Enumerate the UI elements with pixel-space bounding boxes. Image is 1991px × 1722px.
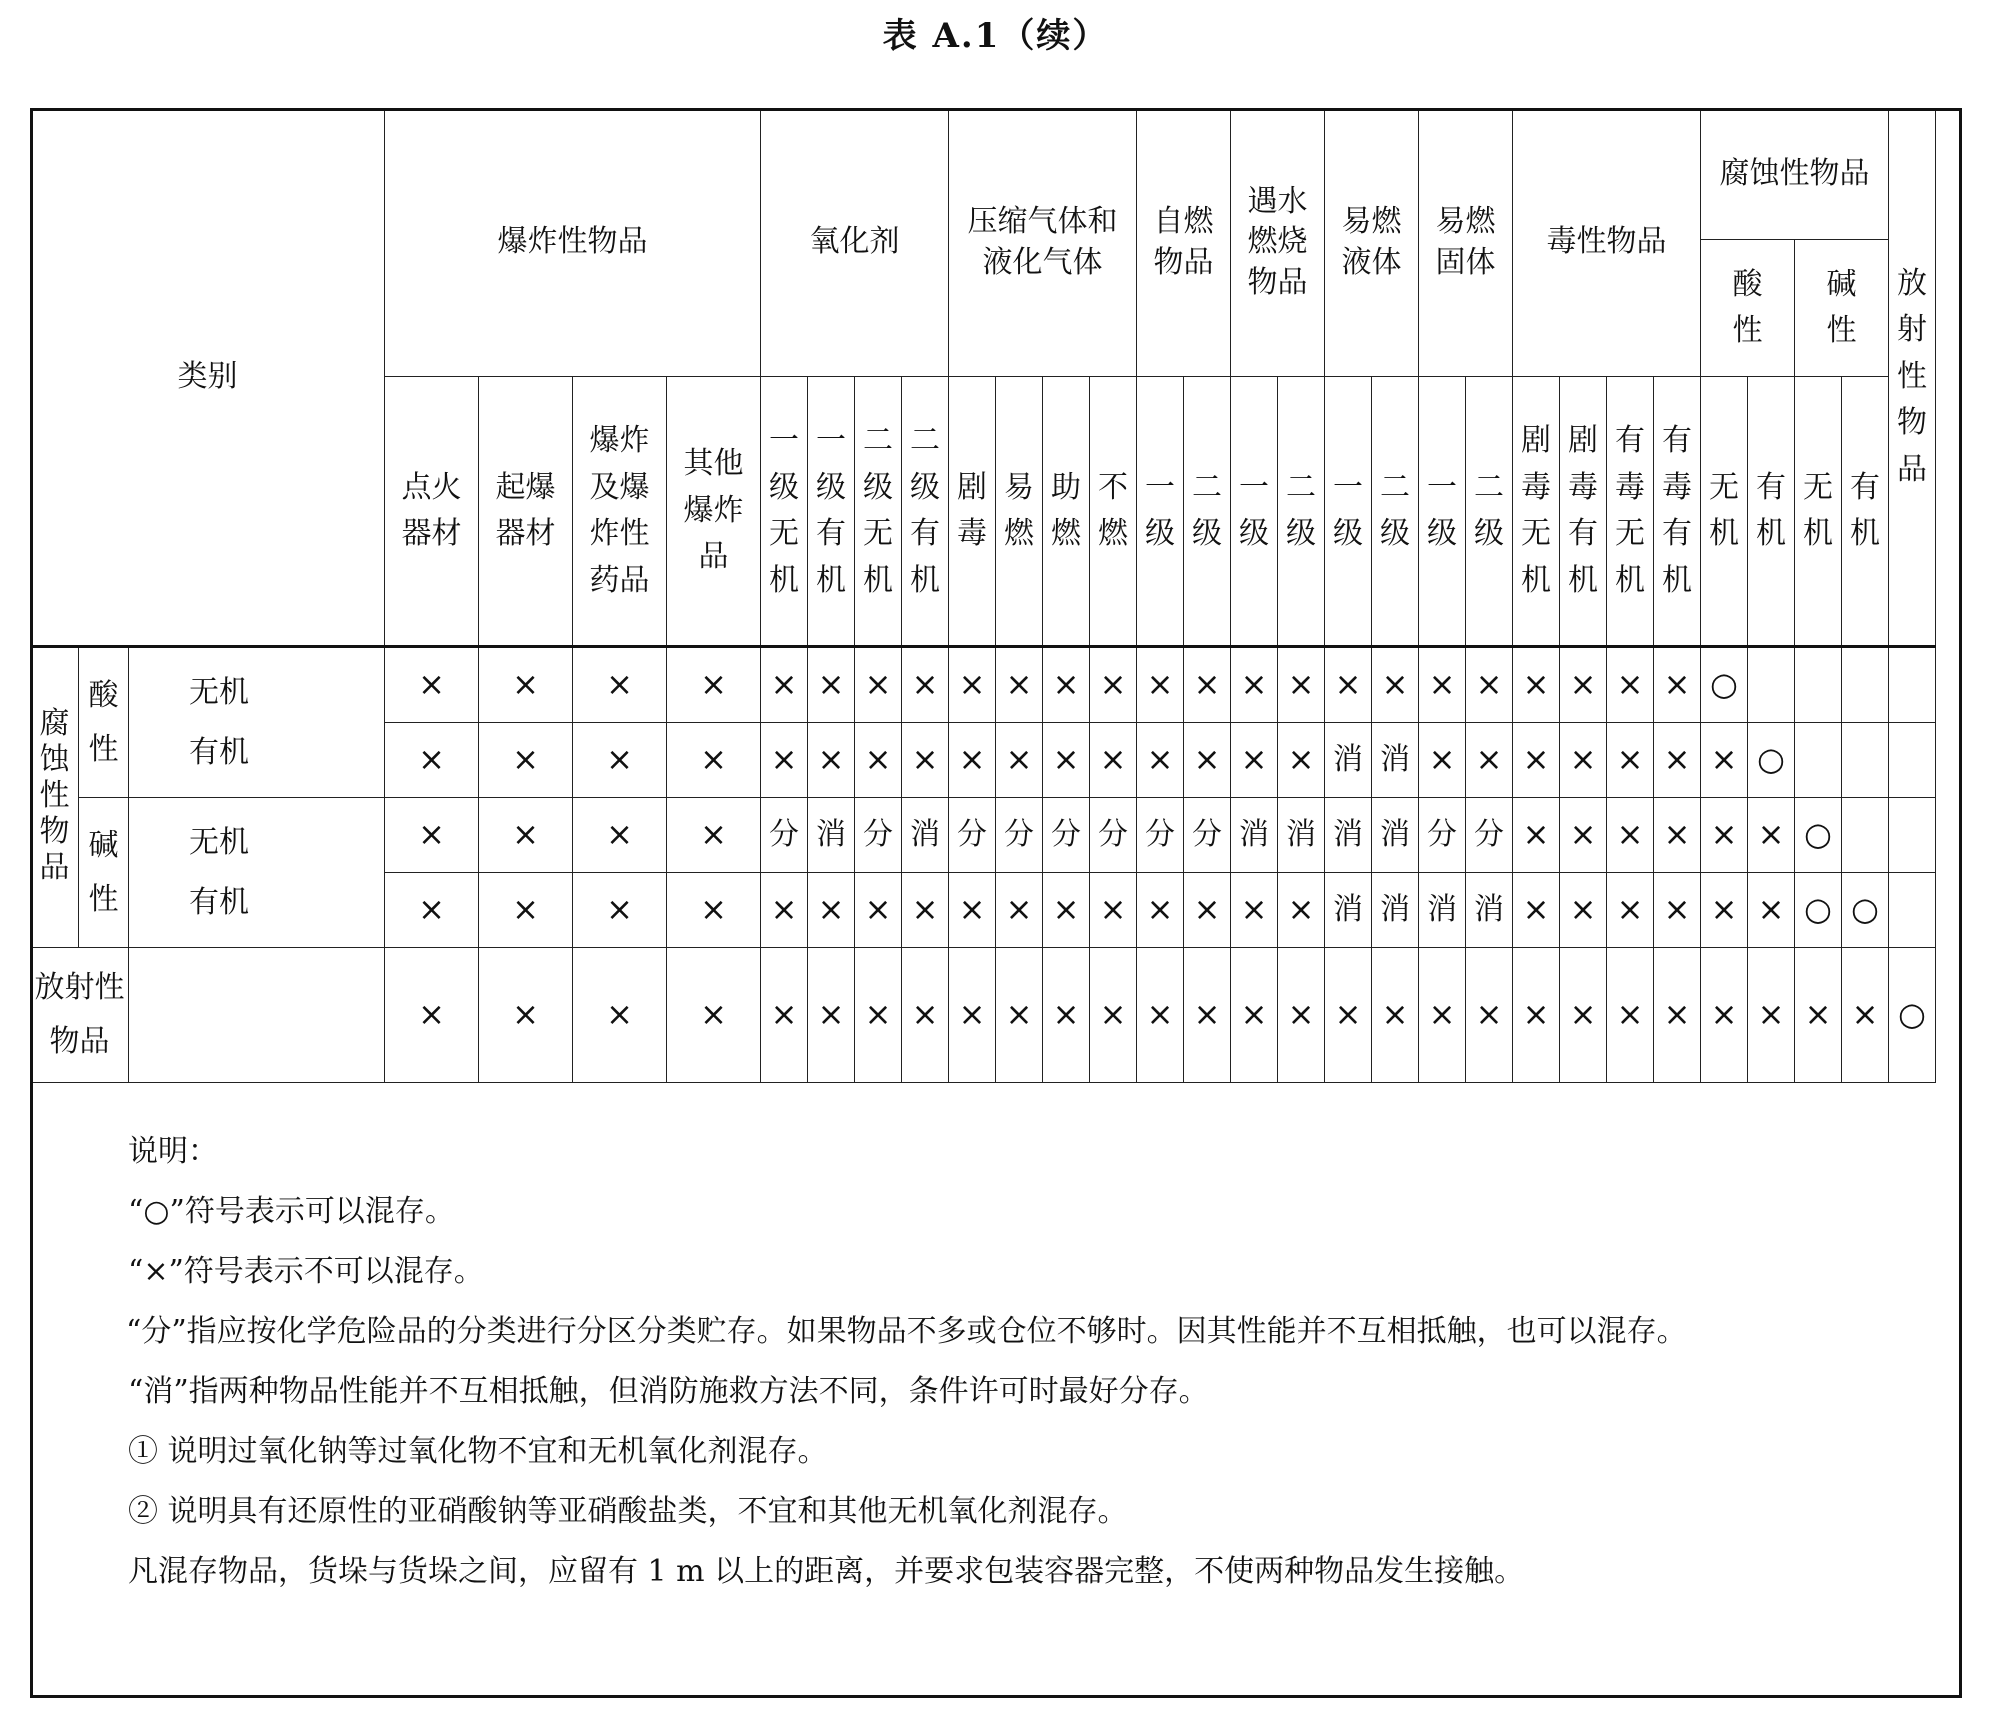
matrix-cell-value: × <box>1569 665 1597 704</box>
matrix-cell-value: × <box>1381 665 1409 704</box>
note-line-7: 凡混存物品，货垛与货垛之间，应留有 1 m 以上的距离，并要求包装容器完整，不使两种物品发生接触。 <box>128 1554 1525 1589</box>
matrix-cell-value: 消 <box>1333 816 1364 852</box>
row-sub-label: 有机 <box>189 884 249 920</box>
group-flammable-solid-label: 易燃固体 <box>1435 204 1496 280</box>
matrix-cell-value: × <box>958 665 986 704</box>
row-sub-label: 无机 <box>189 824 249 860</box>
matrix-cell-value: × <box>1428 995 1456 1034</box>
subheader-label: 一级有机 <box>816 423 847 598</box>
matrix-cell-value: × <box>512 740 539 779</box>
subheader-label: 二级有机 <box>910 423 941 598</box>
subheader-label: 点火器材 <box>401 469 462 551</box>
group-flammable-liquid-label: 易燃液体 <box>1341 204 1402 280</box>
matrix-cell-value: × <box>1146 890 1174 929</box>
subheader-label: 二级 <box>1474 469 1505 551</box>
matrix-cell-value: × <box>1616 740 1644 779</box>
matrix-cell-value: × <box>606 890 633 929</box>
matrix-cell-value: × <box>864 665 892 704</box>
notes-heading: 说明： <box>128 1134 218 1169</box>
matrix-cell-value: × <box>1569 995 1597 1034</box>
matrix-cell-value: × <box>1146 665 1174 704</box>
subheader-label: 其他爆炸品 <box>683 446 744 575</box>
matrix-cell-value: × <box>512 890 539 929</box>
matrix-cell-value: 分 <box>1004 816 1035 852</box>
subheader-label: 二级 <box>1380 469 1411 551</box>
matrix-cell-value: × <box>1522 665 1550 704</box>
matrix-cell-value: × <box>1287 740 1315 779</box>
group-oxidizer: 氧化剂 <box>761 109 949 377</box>
matrix-cell-value: × <box>1663 890 1691 929</box>
subheader-label: 易燃 <box>1004 469 1035 551</box>
matrix-cell-value: × <box>1005 665 1033 704</box>
note-line-6: ② 说明具有还原性的亚硝酸钠等亚硝酸盐类，不宜和其他无机氧化剂混存。 <box>128 1494 1128 1529</box>
matrix-cell-value: 分 <box>863 816 894 852</box>
matrix-cell-value: × <box>512 665 539 704</box>
matrix-cell-value: × <box>1710 740 1738 779</box>
matrix-cell-value: × <box>512 815 539 854</box>
matrix-cell-value: × <box>606 665 633 704</box>
subheader-label: 一级 <box>1333 469 1364 551</box>
matrix-cell-value: × <box>1757 890 1785 929</box>
matrix-cell-value: ○ <box>1804 890 1832 929</box>
matrix-cell-value: × <box>1475 740 1503 779</box>
matrix-cell-value: × <box>1475 665 1503 704</box>
matrix-cell-value: × <box>1428 665 1456 704</box>
subheader-label: 有毒有机 <box>1662 423 1693 598</box>
row-label-text: 放射性物品 <box>34 970 125 1059</box>
matrix-cell-value: 分 <box>1098 816 1129 852</box>
matrix-cell-value: × <box>958 995 986 1034</box>
matrix-cell-value: × <box>1522 740 1550 779</box>
subheader-label: 一级 <box>1145 469 1176 551</box>
note-line-3: “分”指应按化学危险品的分类进行分区分类贮存。如果物品不多或仓位不够时。因其性能并不互相抵触，也可以混存。 <box>126 1314 1687 1349</box>
matrix-cell-value: × <box>1663 995 1691 1034</box>
matrix-cell-value: × <box>1287 890 1315 929</box>
matrix-cell-value: × <box>1522 890 1550 929</box>
matrix-cell-value: × <box>770 890 798 929</box>
matrix-cell-value: ○ <box>1898 995 1926 1034</box>
matrix-cell-value: × <box>1287 995 1315 1034</box>
matrix-cell-value: × <box>1569 740 1597 779</box>
subheader-label: 有毒无机 <box>1615 423 1646 598</box>
group-spontaneous-label: 自燃物品 <box>1153 204 1214 280</box>
matrix-cell-value: × <box>1005 995 1033 1034</box>
corner-label: 类别 <box>31 109 385 647</box>
matrix-cell-value: × <box>1757 995 1785 1034</box>
matrix-cell-value: × <box>911 890 939 929</box>
matrix-cell-value: × <box>1334 995 1362 1034</box>
row-label-text: 酸性 <box>88 677 119 767</box>
row-sub-label: 有机 <box>189 734 249 770</box>
group-base-label: 碱性 <box>1826 266 1857 348</box>
matrix-cell-value: × <box>911 995 939 1034</box>
subheader-label: 剧毒有机 <box>1568 423 1599 598</box>
matrix-cell-value: × <box>1099 890 1127 929</box>
matrix-cell-value: × <box>958 890 986 929</box>
matrix-cell-value: × <box>1569 890 1597 929</box>
matrix-cell-value: × <box>1287 665 1315 704</box>
matrix-cell-value: × <box>817 740 845 779</box>
group-radioactive-label: 放射性物品 <box>1897 265 1928 487</box>
subheader-label: 一级无机 <box>769 423 800 598</box>
matrix-cell-value: × <box>1240 740 1268 779</box>
matrix-cell-value: × <box>418 665 445 704</box>
matrix-cell-value: 分 <box>1427 816 1458 852</box>
matrix-cell-value: × <box>418 890 445 929</box>
matrix-cell-value: × <box>418 995 445 1034</box>
group-corrosive-label: 腐蚀性物品 <box>1719 155 1870 191</box>
subheader-label: 有机 <box>1850 469 1881 551</box>
matrix-cell-value: × <box>770 665 798 704</box>
subheader-label: 一级 <box>1239 469 1270 551</box>
matrix-cell-value: 消 <box>1380 816 1411 852</box>
group-gas-label: 压缩气体和液化气体 <box>967 204 1118 280</box>
note-line-5: ① 说明过氧化钠等过氧化物不宜和无机氧化剂混存。 <box>128 1434 828 1469</box>
matrix-cell-value: × <box>700 890 727 929</box>
matrix-cell-value: × <box>700 815 727 854</box>
matrix-cell-value: × <box>864 995 892 1034</box>
matrix-cell-value: × <box>1851 995 1879 1034</box>
matrix-cell-value: 分 <box>1051 816 1082 852</box>
matrix-cell-value: × <box>1099 665 1127 704</box>
matrix-cell-value: 消 <box>816 816 847 852</box>
matrix-cell-value: × <box>1099 995 1127 1034</box>
matrix-cell-value: × <box>1193 665 1221 704</box>
matrix-cell-value: × <box>1240 995 1268 1034</box>
group-acid-label: 酸性 <box>1732 266 1763 348</box>
matrix-cell-value: 消 <box>1380 741 1411 777</box>
matrix-cell-value: × <box>1616 890 1644 929</box>
matrix-cell-value: × <box>864 740 892 779</box>
matrix-cell-value: × <box>1193 740 1221 779</box>
row-label-text: 腐蚀性物品 <box>39 706 70 886</box>
row-label-text: 碱性 <box>88 827 119 917</box>
matrix-cell-value: × <box>1757 815 1785 854</box>
matrix-cell-value: × <box>1052 740 1080 779</box>
matrix-cell-value: × <box>1710 815 1738 854</box>
matrix-cell-value: 消 <box>1333 741 1364 777</box>
matrix-cell-value: × <box>1616 815 1644 854</box>
matrix-cell-value: 分 <box>769 816 800 852</box>
notes <box>128 1122 1938 1602</box>
matrix-cell-value: × <box>512 995 539 1034</box>
matrix-cell-value: × <box>1146 740 1174 779</box>
matrix-cell-value: × <box>418 740 445 779</box>
matrix-cell-value: × <box>1804 995 1832 1034</box>
matrix-cell-value: × <box>1428 740 1456 779</box>
matrix-cell-value: × <box>1616 995 1644 1034</box>
group-explosive: 爆炸性物品 <box>385 109 761 377</box>
matrix-cell-value: 消 <box>910 816 941 852</box>
matrix-cell-value: × <box>817 890 845 929</box>
subheader-label: 起爆器材 <box>495 469 556 551</box>
matrix-cell-value: × <box>1710 890 1738 929</box>
note-line-1: “○”符号表示可以混存。 <box>128 1194 455 1229</box>
subheader-label: 剧毒 <box>957 469 988 551</box>
subheader-label: 助燃 <box>1051 469 1082 551</box>
matrix-cell-value: × <box>1616 665 1644 704</box>
matrix-cell-value: × <box>1052 890 1080 929</box>
matrix-cell-value: 消 <box>1333 891 1364 927</box>
subheader-label: 二级无机 <box>863 423 894 598</box>
matrix-cell-value: × <box>817 995 845 1034</box>
matrix-cell-value: 分 <box>1192 816 1223 852</box>
matrix-cell-value: × <box>817 665 845 704</box>
matrix-cell-value: × <box>700 995 727 1034</box>
matrix-cell-value: × <box>1381 995 1409 1034</box>
subheader-label: 爆炸及爆炸性药品 <box>589 423 650 598</box>
matrix-cell-value: × <box>1522 815 1550 854</box>
matrix-cell-value: ○ <box>1757 740 1785 779</box>
matrix-cell-value: × <box>1005 740 1033 779</box>
matrix-cell-value: 分 <box>1145 816 1176 852</box>
matrix-cell-value: ○ <box>1851 890 1879 929</box>
matrix-cell-value: × <box>1710 995 1738 1034</box>
matrix-cell-value: × <box>418 815 445 854</box>
note-line-4: “消”指两种物品性能并不互相抵触，但消防施救方法不同，条件许可时最好分存。 <box>128 1374 1209 1409</box>
matrix-cell-value: × <box>700 665 727 704</box>
matrix-cell-value: × <box>864 890 892 929</box>
subheader-label: 一级 <box>1427 469 1458 551</box>
matrix-cell-value: × <box>1099 740 1127 779</box>
matrix-cell-value: × <box>1569 815 1597 854</box>
matrix-cell-value: × <box>1193 995 1221 1034</box>
subheader-label: 无机 <box>1803 469 1834 551</box>
subheader-label: 无机 <box>1709 469 1740 551</box>
group-toxic: 毒性物品 <box>1513 109 1701 377</box>
subheader-label: 二级 <box>1286 469 1317 551</box>
matrix-cell-value: × <box>1193 890 1221 929</box>
matrix-cell-value: 分 <box>1474 816 1505 852</box>
note-line-2: “×”符号表示不可以混存。 <box>128 1254 484 1289</box>
matrix-cell-value: × <box>700 740 727 779</box>
row-sub-label: 无机 <box>189 674 249 710</box>
matrix-cell-value: × <box>1052 665 1080 704</box>
matrix-cell-value: × <box>911 665 939 704</box>
matrix-cell-value: × <box>1334 665 1362 704</box>
matrix-cell-value: × <box>1052 995 1080 1034</box>
matrix-cell-value: × <box>1663 740 1691 779</box>
matrix-cell-value: 消 <box>1380 891 1411 927</box>
matrix-cell-value: × <box>1005 890 1033 929</box>
group-water-reactive-label: 遇水燃烧物品 <box>1247 183 1308 300</box>
subheader-label: 剧毒无机 <box>1521 423 1552 598</box>
matrix-cell-value: × <box>1240 665 1268 704</box>
matrix-cell-value: × <box>770 740 798 779</box>
matrix-cell-value: × <box>606 815 633 854</box>
table-title: 表 A.1（续） <box>882 16 1109 56</box>
subheader-label: 不燃 <box>1098 469 1129 551</box>
matrix-cell-value: × <box>606 740 633 779</box>
matrix-cell-value: × <box>1522 995 1550 1034</box>
matrix-cell-value: × <box>1146 995 1174 1034</box>
matrix-cell-value: × <box>911 740 939 779</box>
matrix-cell-value: × <box>1663 665 1691 704</box>
matrix-cell-value: × <box>958 740 986 779</box>
matrix-cell-value: × <box>1475 995 1503 1034</box>
matrix-cell-value: × <box>1240 890 1268 929</box>
matrix-cell-value: 分 <box>957 816 988 852</box>
subheader-label: 二级 <box>1192 469 1223 551</box>
matrix-cell-value: 消 <box>1286 816 1317 852</box>
matrix-cell-value: ○ <box>1804 815 1832 854</box>
matrix-cell-value: 消 <box>1239 816 1270 852</box>
matrix-cell-value: × <box>1663 815 1691 854</box>
matrix-cell-value: 消 <box>1474 891 1505 927</box>
matrix-cell-value: × <box>770 995 798 1034</box>
matrix-cell-value: 消 <box>1427 891 1458 927</box>
matrix-cell-value: ○ <box>1710 665 1738 704</box>
matrix-cell-value: × <box>606 995 633 1034</box>
subheader-label: 有机 <box>1756 469 1787 551</box>
